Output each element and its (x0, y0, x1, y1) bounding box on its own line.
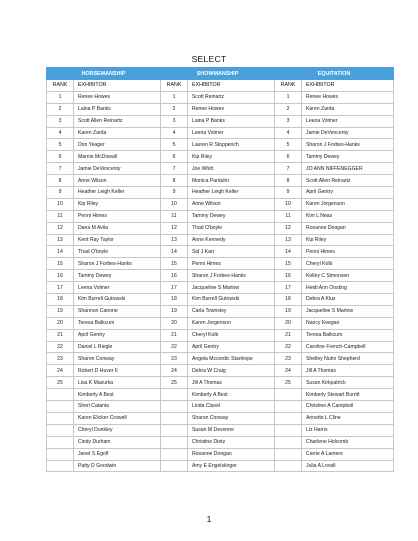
exhibitor-cell: Sid J Karr (188, 246, 275, 258)
rank-cell: 10 (161, 198, 188, 210)
exhibitor-cell: Anne Wilson (188, 198, 275, 210)
rank-cell: 20 (275, 317, 302, 329)
table-row (47, 175, 394, 187)
rank-cell: 10 (275, 198, 302, 210)
exhibitor-cell: Kimberly A Best (74, 389, 161, 401)
exhibitor-cell: Scott Allen Reinartz (302, 175, 394, 187)
exhibitor-cell: Carla Townsley (188, 305, 275, 317)
rank-cell: 21 (47, 329, 74, 341)
exhibitor-cell: Debra A Kluz (302, 294, 394, 306)
exhibitor-cell: Jacqueline S Marlow (302, 305, 394, 317)
exhibitor-cell: Laina P Banks (188, 115, 275, 127)
rank-cell (275, 460, 302, 472)
exhibitor-cell: Penni Himes (302, 246, 394, 258)
rank-cell: 12 (161, 222, 188, 234)
rank-cell: 8 (161, 175, 188, 187)
rank-cell: 14 (161, 246, 188, 258)
exhibitor-cell: April Gentry (302, 187, 394, 199)
rank-cell: 21 (275, 329, 302, 341)
exhibitor-cell: Scott Reinartz (188, 91, 275, 103)
rank-cell: 17 (161, 282, 188, 294)
exhibitor-cell: Julia A Lovall (302, 460, 394, 472)
rank-cell (275, 448, 302, 460)
rank-cell (275, 424, 302, 436)
exhibitor-cell: Sheri Catania (74, 401, 161, 413)
exhibitor-cell: Renee Howes (188, 103, 275, 115)
exhibitor-cell: Charlene Holcomb (302, 436, 394, 448)
table-row (47, 187, 394, 199)
table-row (47, 377, 394, 389)
exhibitor-cell: Kip Riley (74, 198, 161, 210)
rank-cell: 13 (161, 234, 188, 246)
rank-cell (47, 436, 74, 448)
rank-cell: 24 (47, 365, 74, 377)
exhibitor-cell: April Gentry (188, 341, 275, 353)
rank-cell: 18 (161, 294, 188, 306)
exhibitor-cell: Kim Burrell Gutowski (74, 294, 161, 306)
rank-cell: 24 (275, 365, 302, 377)
rank-cell (47, 424, 74, 436)
rank-cell: 25 (275, 377, 302, 389)
rank-cell: 19 (47, 305, 74, 317)
exhibitor-cell: Lisa K Mazurka (74, 377, 161, 389)
rank-cell: 9 (161, 187, 188, 199)
rank-cell: 11 (275, 210, 302, 222)
table-row (47, 210, 394, 222)
table-row (47, 103, 394, 115)
exhibitor-cell: Jamie DeVencenty (74, 163, 161, 175)
exhibitor-cell: Tammy Dewey (302, 151, 394, 163)
rank-cell: 16 (161, 270, 188, 282)
rank-cell: 12 (275, 222, 302, 234)
rank-cell: 9 (47, 187, 74, 199)
exhibitor-header: EXHIBITOR (188, 80, 275, 92)
exhibitor-cell: Susan Kirkpatrick (302, 377, 394, 389)
exhibitor-cell: Joe Whitt (188, 163, 275, 175)
rank-cell: 6 (161, 151, 188, 163)
rank-cell: 20 (47, 317, 74, 329)
rank-cell (161, 389, 188, 401)
exhibitor-cell: Tammy Dewey (188, 210, 275, 222)
table-row (47, 317, 394, 329)
rank-cell: 10 (47, 198, 74, 210)
exhibitor-cell: Caroline French-Campbell (302, 341, 394, 353)
rank-cell (47, 460, 74, 472)
rank-cell: 5 (47, 139, 74, 151)
exhibitor-cell: Marnie McDowall (74, 151, 161, 163)
exhibitor-cell: Scott Allen Reinartz (74, 115, 161, 127)
exhibitor-cell: Janet S Egolf (74, 448, 161, 460)
exhibitor-cell: Roxanne Doogan (188, 448, 275, 460)
page-number: 1 (206, 514, 212, 524)
rank-cell: 22 (275, 341, 302, 353)
rank-cell: 7 (47, 163, 74, 175)
exhibitor-cell: Renee Howes (302, 91, 394, 103)
exhibitor-cell: Penni Himes (74, 210, 161, 222)
rank-cell: 9 (275, 187, 302, 199)
exhibitor-cell: Sharon J Forbes-Hanks (302, 139, 394, 151)
table-row (47, 353, 394, 365)
exhibitor-cell: Sharon Conway (74, 353, 161, 365)
exhibitor-cell: Karen Jorgenson (188, 317, 275, 329)
exhibitor-cell: Monica Parduhn (188, 175, 275, 187)
rank-cell: 15 (275, 258, 302, 270)
exhibitor-cell: Kimberly Stewart Burritt (302, 389, 394, 401)
exhibitor-cell: Shannon Cairone (74, 305, 161, 317)
rank-cell: 7 (275, 163, 302, 175)
exhibitor-cell: Kent Ray Taylor (74, 234, 161, 246)
rank-cell: 2 (275, 103, 302, 115)
rank-cell (161, 436, 188, 448)
rank-cell: 15 (161, 258, 188, 270)
exhibitor-cell: Jamie DeVencenty (302, 127, 394, 139)
exhibitor-cell: Kip Riley (188, 151, 275, 163)
rank-cell: 2 (47, 103, 74, 115)
rank-cell: 23 (47, 353, 74, 365)
rank-cell: 22 (47, 341, 74, 353)
rank-cell: 13 (275, 234, 302, 246)
rank-cell: 11 (47, 210, 74, 222)
exhibitor-cell: Cheryl Kolb (302, 258, 394, 270)
exhibitor-cell: Tammy Dewey (74, 270, 161, 282)
table-row (47, 222, 394, 234)
category-equitation: EQUITATION (275, 68, 394, 80)
exhibitor-cell: Laina P Banks (74, 103, 161, 115)
exhibitor-cell: Lauren R Stopperich (188, 139, 275, 151)
exhibitor-cell: Susan M Devenne (188, 424, 275, 436)
rank-cell: 15 (47, 258, 74, 270)
rank-cell: 19 (161, 305, 188, 317)
rank-header: RANK (47, 80, 74, 92)
exhibitor-cell: Jacqueline S Marlow (188, 282, 275, 294)
exhibitor-cell: Karen Jorgenson (302, 198, 394, 210)
rank-cell: 20 (161, 317, 188, 329)
exhibitor-cell: Dana M Avila (74, 222, 161, 234)
exhibitor-cell: Carrie A Lamere (302, 448, 394, 460)
exhibitor-cell: Robert D Huver II (74, 365, 161, 377)
rank-cell: 24 (161, 365, 188, 377)
exhibitor-cell: Karen Zarda (74, 127, 161, 139)
exhibitor-cell: Christine Dietz (188, 436, 275, 448)
rank-cell (47, 401, 74, 413)
exhibitor-cell: Angela Mccordic Stanhope (188, 353, 275, 365)
exhibitor-cell: Jill A Thomas (302, 365, 394, 377)
table-row (47, 151, 394, 163)
rank-cell (161, 424, 188, 436)
rank-cell: 25 (47, 377, 74, 389)
rank-cell: 23 (275, 353, 302, 365)
rank-cell: 18 (47, 294, 74, 306)
rank-cell (161, 401, 188, 413)
table-row (47, 294, 394, 306)
rank-cell: 12 (47, 222, 74, 234)
exhibitor-header: EXHIBITOR (302, 80, 394, 92)
rank-cell: 11 (161, 210, 188, 222)
exhibitor-cell: Cheryl Kolb (188, 329, 275, 341)
rank-cell (275, 412, 302, 424)
rank-cell: 1 (161, 91, 188, 103)
exhibitor-cell: Cheryl Dunkley (74, 424, 161, 436)
table-row (47, 163, 394, 175)
exhibitor-cell: Shelley Nuhn Shepherd (302, 353, 394, 365)
exhibitor-cell: Amy E Engelskirger (188, 460, 275, 472)
exhibitor-cell: Sharon Conway (188, 412, 275, 424)
exhibitor-cell: Kim L Neas (302, 210, 394, 222)
category-horsemanship: HORSEMANSHIP (47, 68, 161, 80)
table-row (47, 424, 394, 436)
rank-cell: 17 (275, 282, 302, 294)
exhibitor-cell: Anne Wilson (74, 175, 161, 187)
rank-cell (275, 389, 302, 401)
rank-cell: 4 (161, 127, 188, 139)
table-row (47, 198, 394, 210)
exhibitor-cell: Kim Burrell Gutowski (188, 294, 275, 306)
exhibitor-cell: Renee Howes (74, 91, 161, 103)
rank-cell (161, 460, 188, 472)
table-row (47, 234, 394, 246)
table-row (47, 258, 394, 270)
exhibitor-cell: Kip Riley (302, 234, 394, 246)
rank-cell: 14 (47, 246, 74, 258)
results-table (46, 67, 394, 472)
exhibitor-cell: Heather Leigh Keller (74, 187, 161, 199)
table-row (47, 365, 394, 377)
column-header-row (47, 80, 394, 92)
rank-cell: 6 (47, 151, 74, 163)
rank-cell: 22 (161, 341, 188, 353)
rank-cell: 23 (161, 353, 188, 365)
rank-cell: 14 (275, 246, 302, 258)
exhibitor-cell: Anne Kennedy (188, 234, 275, 246)
table-row (47, 305, 394, 317)
table-row (47, 139, 394, 151)
exhibitor-cell: Thad O'boyle (188, 222, 275, 234)
rank-cell (275, 401, 302, 413)
category-header-row (47, 68, 394, 80)
exhibitor-cell: Heather Leigh Keller (188, 187, 275, 199)
table-row (47, 412, 394, 424)
rank-cell: 5 (275, 139, 302, 151)
table-row (47, 460, 394, 472)
rank-cell (47, 448, 74, 460)
exhibitor-header: EXHIBITOR (74, 80, 161, 92)
category-showmanship: SHOWMANSHIP (161, 68, 275, 80)
results-body (47, 91, 394, 472)
exhibitor-cell: Patty D Goodwin (74, 460, 161, 472)
table-row (47, 401, 394, 413)
exhibitor-cell: Leena Volmer (302, 115, 394, 127)
rank-cell (47, 412, 74, 424)
rank-cell (47, 389, 74, 401)
rank-cell: 21 (161, 329, 188, 341)
rank-cell: 7 (161, 163, 188, 175)
rank-cell: 13 (47, 234, 74, 246)
table-row (47, 246, 394, 258)
table-row (47, 448, 394, 460)
exhibitor-cell: JO ANN NIFFENEGGER (302, 163, 394, 175)
exhibitor-cell: Jill A Thomas (188, 377, 275, 389)
table-row (47, 127, 394, 139)
exhibitor-cell: Sharon J Forbes-Hanks (74, 258, 161, 270)
exhibitor-cell: Karen Elicker Crowell (74, 412, 161, 424)
exhibitor-cell: Teresa Balkcum (302, 329, 394, 341)
rank-cell: 1 (47, 91, 74, 103)
table-row (47, 341, 394, 353)
exhibitor-cell: Christine A Campbell (302, 401, 394, 413)
rank-cell: 8 (47, 175, 74, 187)
exhibitor-cell: Roxanne Doogan (302, 222, 394, 234)
exhibitor-cell: Leena Volmer (188, 127, 275, 139)
exhibitor-cell: Leena Volmer (74, 282, 161, 294)
exhibitor-cell: Daniel L Riegle (74, 341, 161, 353)
rank-cell: 17 (47, 282, 74, 294)
rank-cell: 3 (161, 115, 188, 127)
exhibitor-cell: Penni Himes (188, 258, 275, 270)
rank-header: RANK (161, 80, 188, 92)
rank-cell: 3 (47, 115, 74, 127)
table-row (47, 389, 394, 401)
rank-cell: 3 (275, 115, 302, 127)
rank-cell: 4 (275, 127, 302, 139)
table-row (47, 436, 394, 448)
exhibitor-cell: Thad O'boyle (74, 246, 161, 258)
rank-cell: 8 (275, 175, 302, 187)
exhibitor-cell: April Gentry (74, 329, 161, 341)
page-title: SELECT (191, 54, 227, 64)
table-row (47, 282, 394, 294)
rank-cell: 6 (275, 151, 302, 163)
exhibitor-cell: Kelley C Simonsen (302, 270, 394, 282)
rank-cell (161, 448, 188, 460)
exhibitor-cell: Annette L Cline (302, 412, 394, 424)
table-row (47, 115, 394, 127)
exhibitor-cell: Cindy Durham (74, 436, 161, 448)
exhibitor-cell: Linda Clavel (188, 401, 275, 413)
exhibitor-cell: Don Yeager (74, 139, 161, 151)
rank-cell (275, 436, 302, 448)
rank-cell (161, 412, 188, 424)
exhibitor-cell: Liz Harris (302, 424, 394, 436)
table-row (47, 91, 394, 103)
table-row (47, 329, 394, 341)
rank-cell: 16 (275, 270, 302, 282)
exhibitor-cell: Debra W Craig (188, 365, 275, 377)
table-row (47, 270, 394, 282)
rank-cell: 2 (161, 103, 188, 115)
rank-cell: 16 (47, 270, 74, 282)
exhibitor-cell: Kimberly A Best (188, 389, 275, 401)
exhibitor-cell: Nancy Keegan (302, 317, 394, 329)
exhibitor-cell: Teresa Balkcum (74, 317, 161, 329)
rank-cell: 4 (47, 127, 74, 139)
rank-header: RANK (275, 80, 302, 92)
rank-cell: 18 (275, 294, 302, 306)
exhibitor-cell: Karen Zarda (302, 103, 394, 115)
rank-cell: 5 (161, 139, 188, 151)
rank-cell: 25 (161, 377, 188, 389)
rank-cell: 19 (275, 305, 302, 317)
rank-cell: 1 (275, 91, 302, 103)
exhibitor-cell: Heidi Ann Oosting (302, 282, 394, 294)
exhibitor-cell: Sharon J Forbes-Hanks (188, 270, 275, 282)
